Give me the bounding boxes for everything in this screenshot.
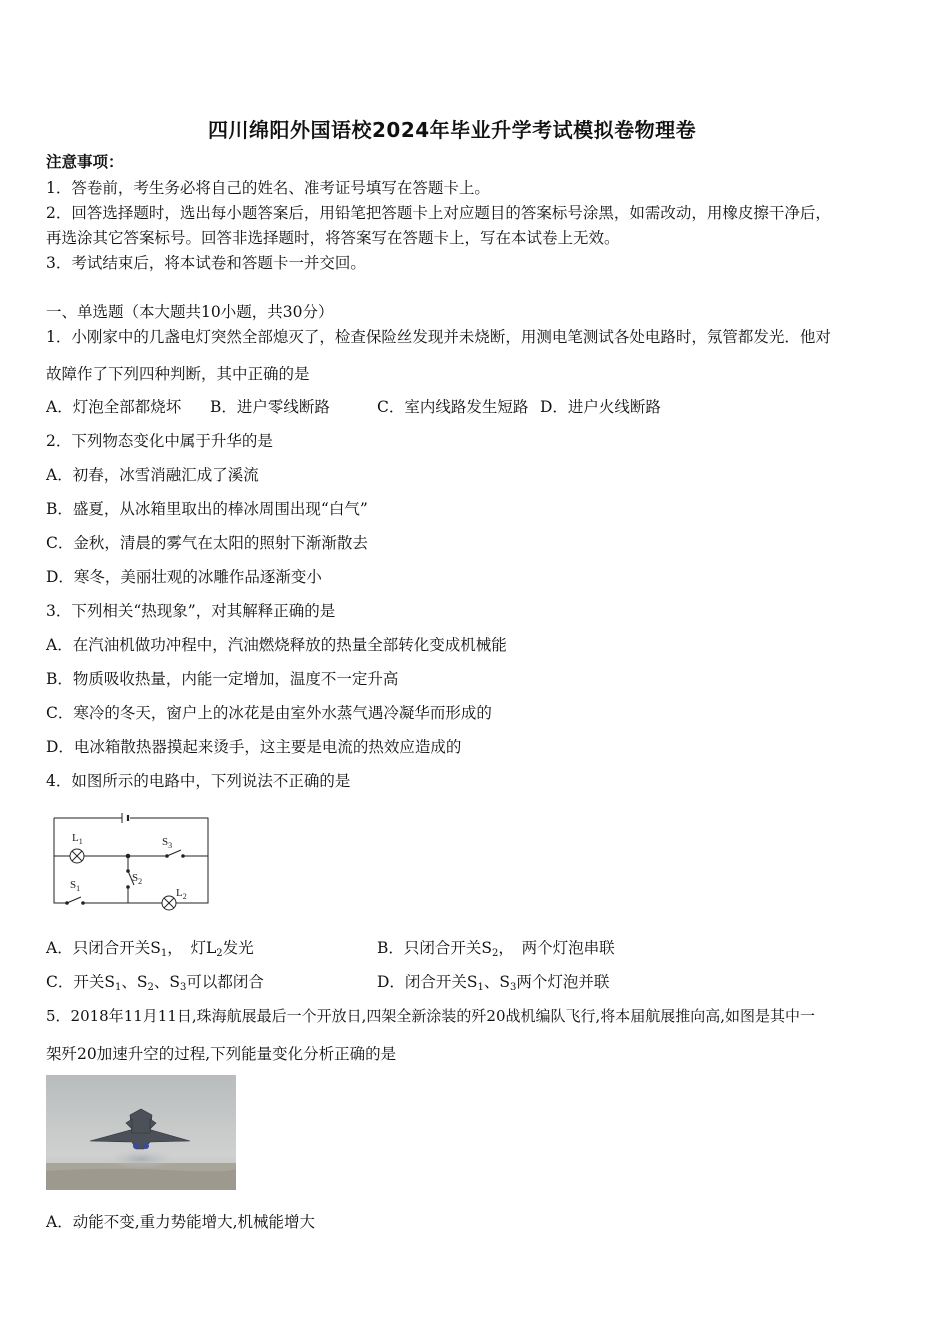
lamp-l1-icon bbox=[70, 849, 84, 863]
circuit-bottom-wire bbox=[83, 856, 208, 903]
q2-stem: 2．下列物态变化中属于升华的是 bbox=[46, 432, 273, 450]
switch-s1-icon bbox=[66, 897, 85, 904]
q4-option-b: B．只闭合开关$S_2$， 两个灯泡串联 bbox=[377, 939, 615, 959]
section-heading: 一、单选题（本大题共10小题，共30分） bbox=[46, 303, 334, 321]
page-title: 四川绵阳外国语校2024年毕业升学考试模拟卷物理卷 bbox=[208, 118, 697, 142]
notice-item-1: 1．答卷前，考生务必将自己的姓名、准考证号填写在答题卡上。 bbox=[46, 179, 490, 197]
q2-option-b: B．盛夏，从冰箱里取出的棒冰周围出现“白气” bbox=[46, 500, 368, 518]
label-s2: $S_2$ bbox=[132, 872, 143, 886]
notice-item-2b: 再选涂其它答案标号。回答非选择题时，将答案写在答题卡上，写在本试卷上无效。 bbox=[46, 229, 620, 247]
label-s1: $S_1$ bbox=[70, 879, 81, 893]
q1-stem-line2: 故障作了下列四种判断，其中正确的是 bbox=[46, 365, 310, 383]
switch-s3-icon bbox=[166, 850, 185, 857]
circuit-diagram bbox=[46, 810, 216, 912]
q3-option-b: B．物质吸收热量，内能一定增加，温度不一定升高 bbox=[46, 670, 399, 688]
q2-option-c: C．金秋，清晨的雾气在太阳的照射下渐渐散去 bbox=[46, 534, 368, 552]
q4-option-c: C．开关$S_1$、$S_2$、$S_3$可以都闭合 bbox=[46, 973, 264, 993]
q4-option-a: A．只闭合开关$S_1$， 灯$L_2$发光 bbox=[46, 939, 254, 959]
q1-option-b: B．进户零线断路 bbox=[210, 398, 330, 416]
notice-item-3: 3．考试结束后，将本试卷和答题卡一并交回。 bbox=[46, 254, 366, 272]
q1-option-a: A．灯泡全部都烧坏 bbox=[46, 398, 182, 416]
q3-option-c: C．寒冷的冬天，窗户上的冰花是由室外水蒸气遇冷凝华而形成的 bbox=[46, 704, 492, 722]
label-l1: $L_1$ bbox=[72, 832, 83, 846]
q5-stem-line2: 架歼20加速升空的过程,下列能量变化分析正确的是 bbox=[46, 1045, 397, 1063]
q3-option-a: A．在汽油机做功冲程中，汽油燃烧释放的热量全部转化变成机械能 bbox=[46, 636, 507, 654]
q1-option-c: C．室内线路发生短路 bbox=[377, 398, 529, 416]
q1-option-d: D．进户火线断路 bbox=[540, 398, 661, 416]
q5-stem-line1: 5．2018年11月11日,珠海航展最后一个开放日,四架全新涂装的歼20战机编队飞行,将本届航展推向高,如图是其中一 bbox=[46, 1007, 816, 1025]
circuit-left-wire bbox=[54, 818, 66, 903]
fighter-jet-photo bbox=[46, 1075, 236, 1190]
lamp-l2-icon bbox=[162, 896, 176, 910]
q2-option-a: A．初春，冰雪消融汇成了溪流 bbox=[46, 466, 259, 484]
q1-stem-line1: 1．小刚家中的几盏电灯突然全部熄灭了，检查保险丝发现并未烧断，用测电笔测试各处电路时，氖管都发光．他对 bbox=[46, 328, 831, 346]
q4-option-d: D．闭合开关$S_1$、$S_3$两个灯泡并联 bbox=[377, 973, 610, 993]
notice-heading: 注意事项： bbox=[46, 152, 124, 171]
label-l2: $L_2$ bbox=[176, 887, 187, 901]
label-s3: $S_3$ bbox=[162, 836, 173, 850]
q2-option-d: D．寒冬，美丽壮观的冰雕作品逐渐变小 bbox=[46, 568, 322, 586]
q5-option-a: A．动能不变,重力势能增大,机械能增大 bbox=[46, 1213, 316, 1231]
q3-stem: 3．下列相关“热现象”，对其解释正确的是 bbox=[46, 602, 336, 620]
q4-stem: 4．如图所示的电路中，下列说法不正确的是 bbox=[46, 772, 351, 790]
q3-option-d: D．电冰箱散热器摸起来烫手，这主要是电流的热效应造成的 bbox=[46, 738, 462, 756]
notice-item-2a: 2．回答选择题时，选出每小题答案后，用铅笔把答题卡上对应题目的答案标号涂黑，如需改动，用橡皮擦干净后， bbox=[46, 204, 831, 222]
